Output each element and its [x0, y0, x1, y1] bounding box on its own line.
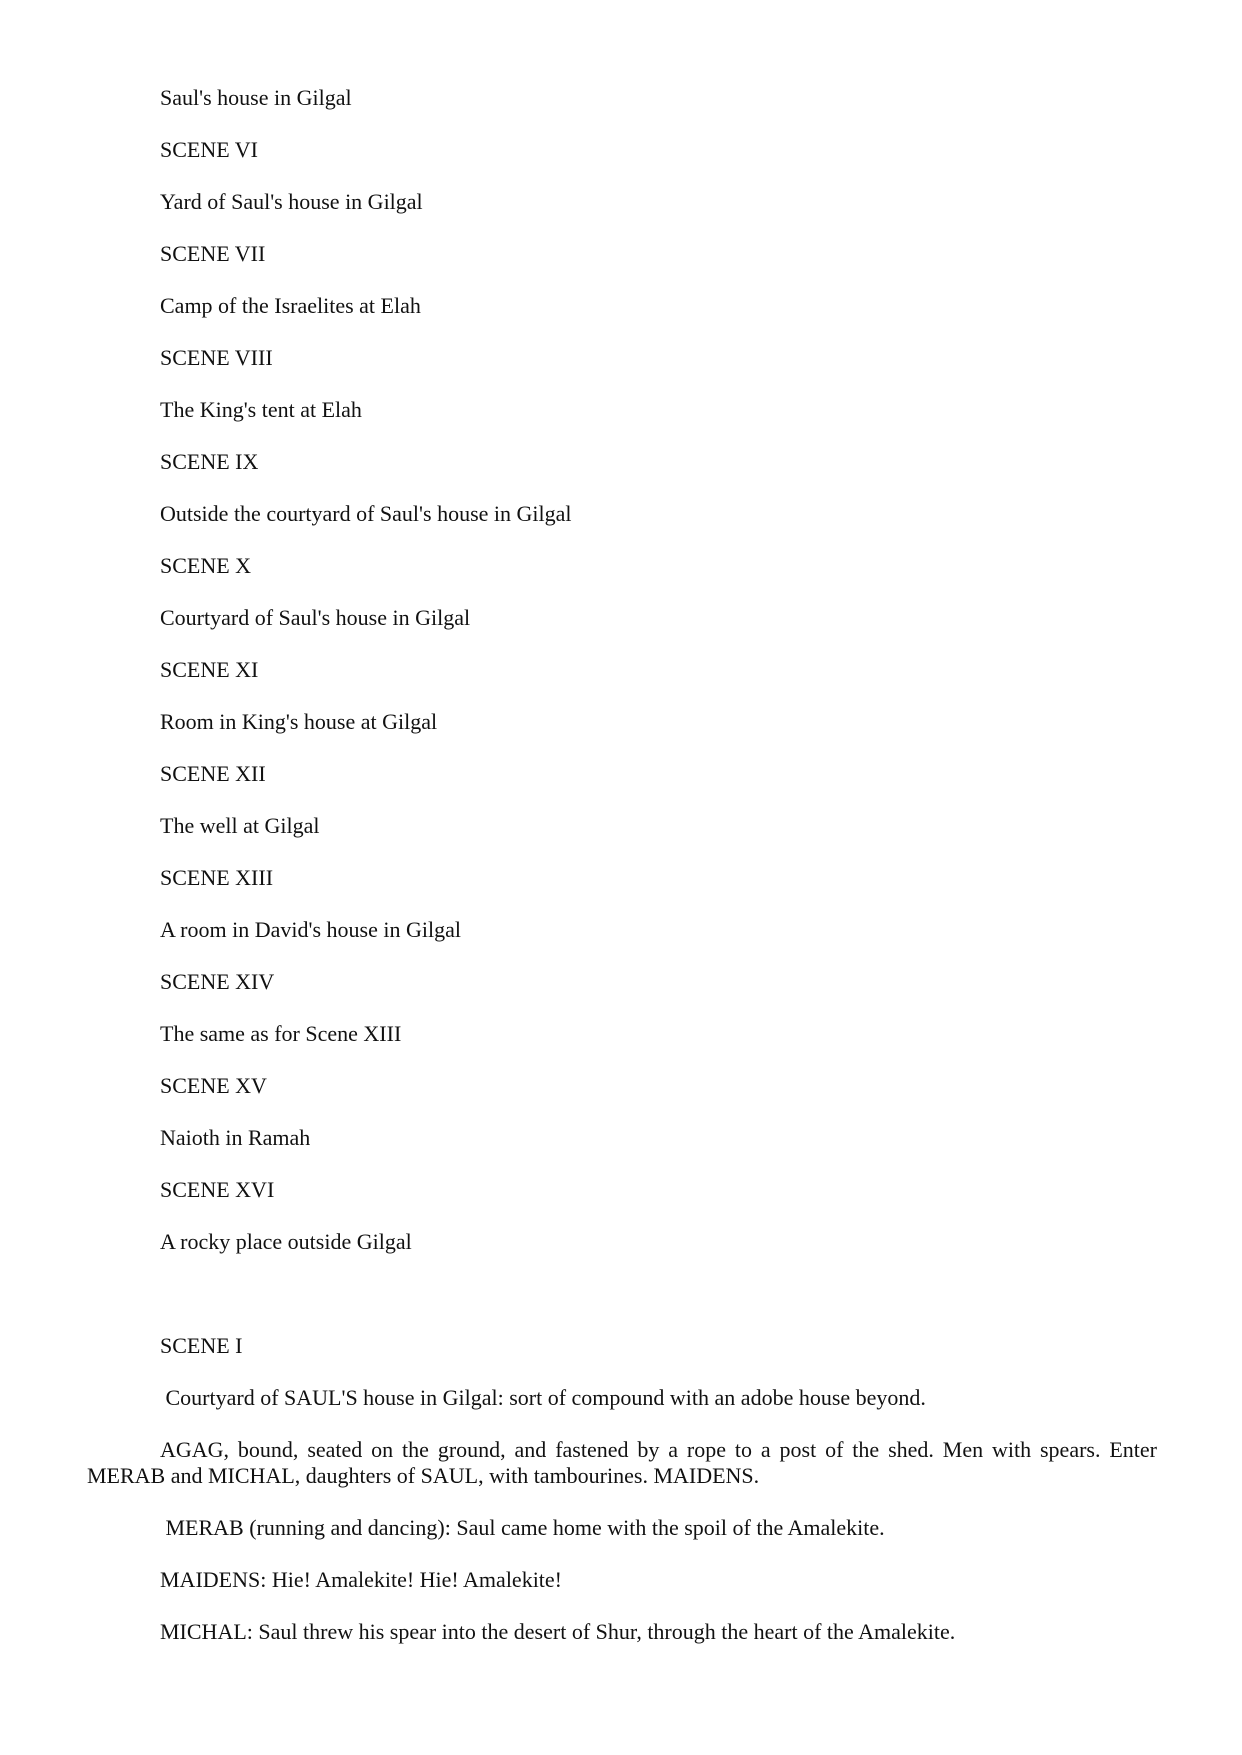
scene-location: Naioth in Ramah [160, 1125, 311, 1150]
scene-heading: SCENE VIII [160, 345, 273, 370]
scene-one-heading: SCENE I [160, 1333, 243, 1358]
scene-heading: SCENE VI [160, 137, 258, 162]
scene-heading: SCENE X [160, 553, 252, 578]
scene-heading: SCENE XIII [160, 865, 274, 890]
scene-location: A rocky place outside Gilgal [160, 1229, 412, 1254]
scene-location: The well at Gilgal [160, 813, 320, 838]
scene-location: Courtyard of Saul's house in Gilgal [160, 605, 471, 630]
scene-heading: SCENE XIV [160, 969, 275, 994]
dialogue-line: MERAB (running and dancing): Saul came home with the spoil of the Amalekite. [160, 1515, 885, 1540]
dialogue-line: MICHAL: Saul threw his spear into the desert of Shur, through the heart of the Amalekite. [160, 1619, 956, 1644]
scene-location: A room in David's house in Gilgal [160, 917, 461, 942]
scene-one-setting: Courtyard of SAUL'S house in Gilgal: sort of compound with an adobe house beyond. [160, 1385, 926, 1410]
scene-heading: SCENE VII [160, 241, 266, 266]
stage-direction: AGAG, bound, seated on the ground, and fastened by a rope to a post of the shed. Men with spears. Enter MERAB and MICHAL, daughters of SAUL, with tambourines. MAIDENS. [87, 1437, 1157, 1488]
scene-location: Camp of the Israelites at Elah [160, 293, 421, 318]
scene-location: Outside the courtyard of Saul's house in Gilgal [160, 501, 572, 526]
dialogue-line: MAIDENS: Hie! Amalekite! Hie! Amalekite! [160, 1567, 563, 1592]
scene-location: Yard of Saul's house in Gilgal [160, 189, 423, 214]
scene-location: The King's tent at Elah [160, 397, 362, 422]
scene-location: Room in King's house at Gilgal [160, 709, 438, 734]
scene-heading: SCENE XVI [160, 1177, 275, 1202]
scene-heading: SCENE XI [160, 657, 259, 682]
scene-location: The same as for Scene XIII [160, 1021, 402, 1046]
scene-heading: SCENE IX [160, 449, 259, 474]
scene-heading: SCENE XV [160, 1073, 267, 1098]
scene-heading: SCENE XII [160, 761, 266, 786]
scene-location: Saul's house in Gilgal [160, 85, 352, 110]
